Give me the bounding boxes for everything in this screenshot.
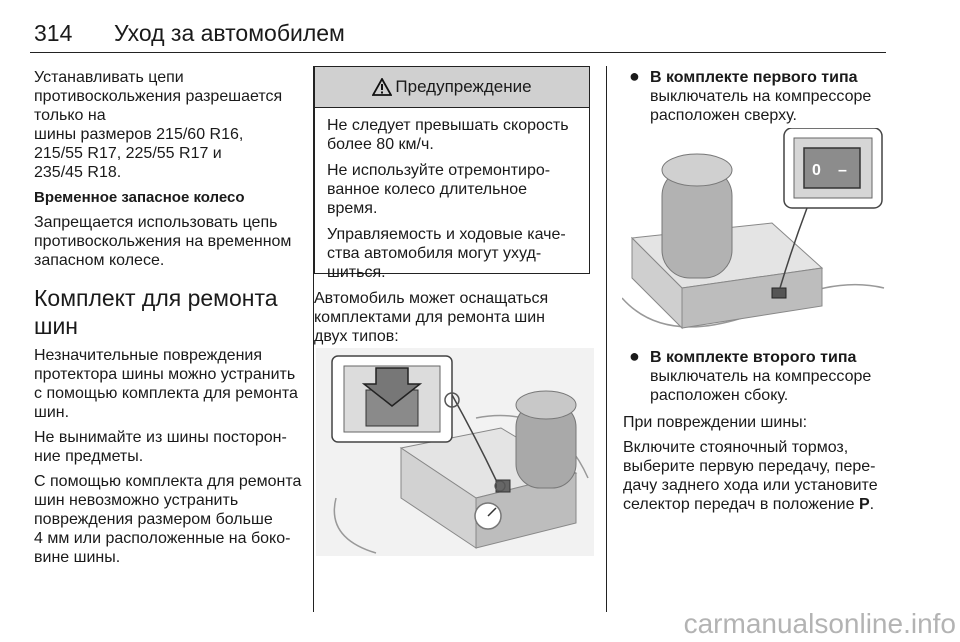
text-line: 4 мм или расположенные на боко- [34, 530, 291, 547]
repair-kit-paragraph-2 [34, 428, 306, 466]
bullet-dot: ● [629, 346, 640, 366]
text-line: протектора шины можно устранить [34, 366, 296, 383]
bullet-dot: ● [629, 66, 640, 86]
text-line: противоскольжения на временном [34, 233, 292, 250]
gear-position-p: P [858, 496, 870, 513]
page-number: 314 [34, 20, 73, 46]
text-line: Незначительные повреждения [34, 347, 263, 364]
warning-paragraph-2 [327, 161, 579, 218]
text-line: дачу заднего хода или установите [623, 477, 878, 494]
compressor-side-switch-illustration [316, 348, 594, 556]
instruction-paragraph [623, 438, 895, 514]
text-line: Не следует превышать скорость [327, 117, 569, 134]
text-line: время. [327, 200, 378, 217]
bullet-heading: В комплекте первого типа [650, 69, 858, 86]
switch-symbol-on: – [838, 162, 847, 179]
text-line: Управляемость и ходовые каче- [327, 226, 566, 243]
text-line: Не используйте отремонтиро- [327, 162, 551, 179]
page-header [30, 18, 886, 53]
text-line: 215/55 R17, 225/55 R17 и [34, 145, 222, 162]
text-line: шин невозможно устранить [34, 492, 239, 509]
text-line: Не вынимайте из шины посторон- [34, 429, 287, 446]
bullet-item-type-2 [623, 348, 895, 405]
repair-kit-heading [34, 284, 306, 340]
text-line: комплектами для ремонта шин [314, 309, 545, 326]
text-line: с помощью комплекта для ремонта [34, 385, 298, 402]
text-line: Включите стояночный тормоз, [623, 439, 849, 456]
switch-symbol-off: 0 [812, 162, 821, 179]
text-line: 235/45 R18. [34, 164, 122, 181]
text-line: шины размеров 215/60 R16, [34, 126, 244, 143]
text-line: . [869, 496, 875, 513]
text-line: ванное колесо длительное [327, 181, 528, 198]
warning-body [315, 108, 589, 282]
text-line: выключатель на компрессоре [650, 368, 872, 385]
text-line: ства автомобиля могут ухуд- [327, 245, 542, 262]
text-line: двух типов: [314, 328, 399, 345]
text-line: Автомобиль может оснащаться [314, 290, 549, 307]
warning-box [314, 66, 590, 281]
warning-triangle-icon [372, 78, 392, 96]
warning-paragraph-3 [327, 225, 579, 282]
middle-column-text [314, 289, 594, 352]
spare-wheel-heading: Временное запасное колесо [34, 189, 245, 206]
repair-kit-paragraph-1 [34, 346, 306, 422]
text-line: повреждения размером больше [34, 511, 273, 528]
warning-paragraph-1 [327, 116, 579, 154]
bullet-item-type-1 [623, 68, 893, 125]
heading-line: шин [34, 313, 79, 339]
warning-header [315, 67, 589, 108]
bullet-heading: В комплекте второго типа [650, 349, 857, 366]
text-line: Устанавливать цепи противоскольжения разрешается только на [34, 69, 283, 124]
text-line: селектор передач в положение [623, 496, 859, 513]
text-line: запасном колесе. [34, 252, 165, 269]
text-line: ние предметы. [34, 448, 144, 465]
text-line: расположен сверху. [650, 107, 797, 124]
watermark: carmanualsonline.info [683, 608, 956, 639]
right-column-bottom [623, 348, 895, 520]
text-line: шин. [34, 404, 70, 421]
text-line: шиться. [327, 264, 386, 281]
heading-line: Комплект для ремонта [34, 285, 278, 311]
column-divider-right [606, 66, 607, 612]
page-title: Уход за автомобилем [114, 20, 345, 46]
warning-title: Предупреждение [395, 77, 532, 96]
spare-wheel-paragraph [34, 213, 306, 270]
text-line: С помощью комплекта для ремонта [34, 473, 302, 490]
text-line: вине шины. [34, 549, 121, 566]
text-line: расположен сбоку. [650, 387, 789, 404]
text-line: выключатель на компрессоре [650, 88, 872, 105]
text-line: более 80 км/ч. [327, 136, 434, 153]
text-line: выберите первую передачу, пере- [623, 458, 876, 475]
left-column [34, 68, 306, 573]
compressor-top-switch-illustration [622, 128, 886, 338]
repair-kit-paragraph-3 [34, 472, 306, 567]
right-column-top [623, 68, 893, 133]
chains-size-paragraph [34, 68, 306, 182]
kit-types-paragraph [314, 289, 594, 346]
text-line: Запрещается использовать цепь [34, 214, 278, 231]
damage-intro: При повреждении шины: [623, 414, 808, 431]
